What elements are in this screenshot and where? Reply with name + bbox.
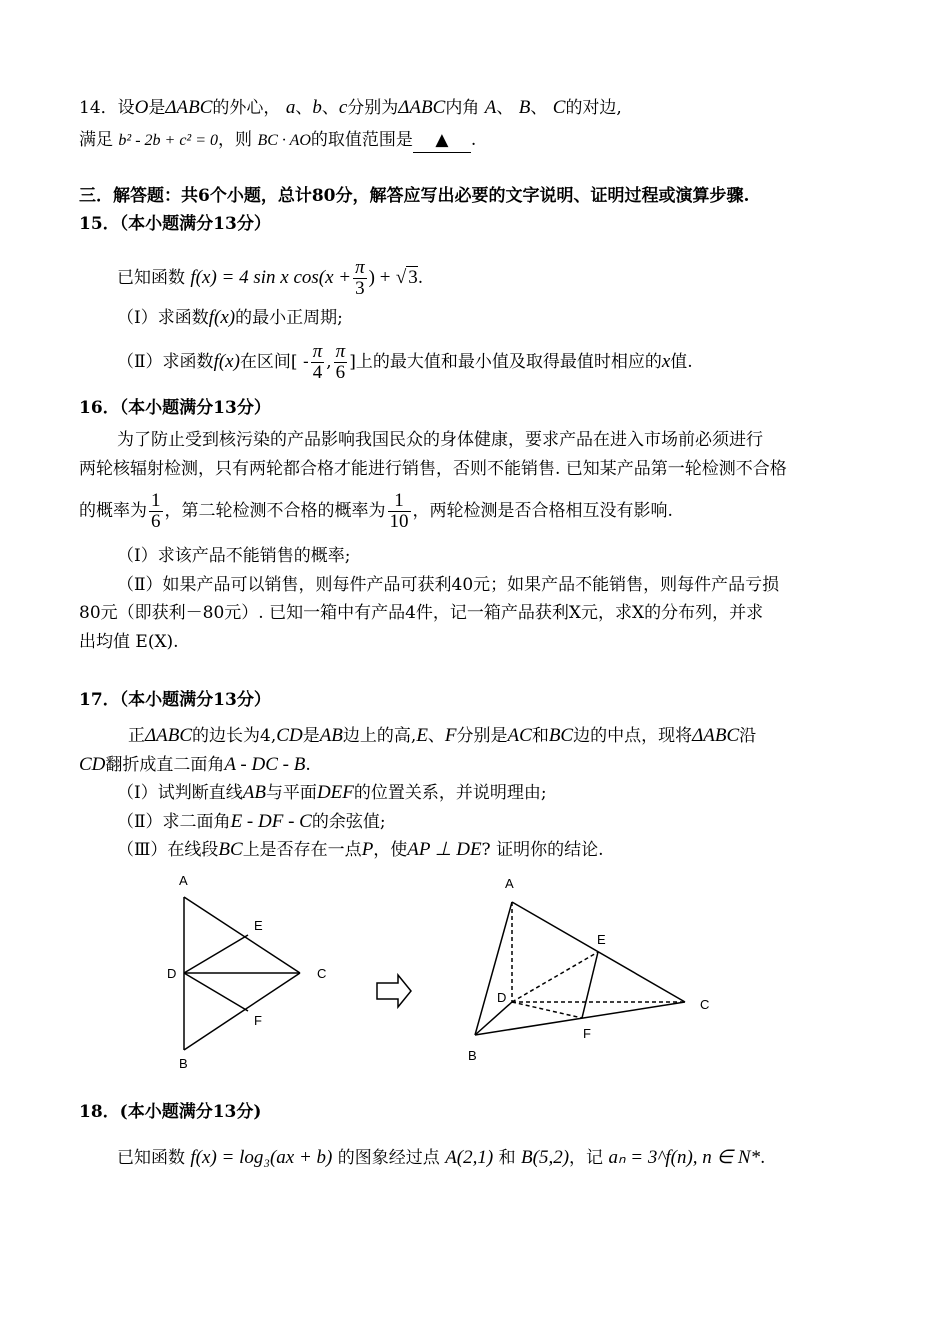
triangle-abc: ΔABC (165, 97, 213, 118)
angle-c: C (552, 97, 566, 118)
q17-text: 上是否存在一点 (242, 840, 362, 860)
q17-text: 与平面 (265, 783, 317, 803)
fig2-label-a: A (505, 876, 514, 891)
q17-text: . (305, 755, 311, 775)
answer-blank (413, 128, 471, 153)
q17-text: 边上的高, (342, 726, 417, 746)
fig2-label-d: D (497, 990, 507, 1005)
q17-part3 (117, 838, 603, 862)
point-e: E (416, 725, 428, 746)
q14-text: . (470, 130, 477, 150)
q15-part1-text: 的最小正周期; (235, 308, 343, 328)
separator: 、 (295, 98, 313, 118)
q15-header: 15．（本小题满分13分） (79, 214, 271, 234)
q14-vector-product: BC · AO (257, 132, 311, 149)
q17-text: （Ⅱ）求二面角 (117, 812, 231, 832)
q18-text: 和 (498, 1148, 516, 1168)
q15-text: 已知函数 (117, 268, 185, 288)
q17-text: ? 证明你的结论. (481, 840, 604, 860)
edge-df-hidden (512, 1002, 582, 1018)
q16-part2-end: 出均值 E(X). (79, 632, 179, 652)
edge-bc (184, 973, 300, 1050)
denominator: 4 (312, 362, 323, 383)
q17-text: 是 (302, 726, 320, 746)
q17-part1 (117, 781, 547, 805)
segment-bc: BC (548, 725, 574, 746)
q16-line1: 为了防止受到核污染的产品影响我国民众的身体健康，要求产品在进入市场前必须进行 (117, 430, 763, 450)
denominator: 10 (389, 511, 409, 532)
q14-text: 分别为 (347, 98, 399, 118)
fig1-label-c: C (317, 966, 327, 981)
q17-part2 (117, 810, 386, 834)
line-ab: AB (242, 782, 266, 803)
edge-de-hidden (512, 952, 598, 1002)
q17-text: （Ⅰ）试判断直线 (117, 783, 243, 803)
q15-part2-fx: f(x) (213, 351, 240, 372)
q16-text: ，两轮检测是否合格相互没有影响. (412, 501, 673, 521)
q17-text: 翻折成直二面角 (105, 755, 225, 775)
q15-part2-text: ]上的最大值和最小值及取得最值时相应的 (349, 352, 662, 372)
q16-line2: 两轮核辐射检测，只有两轮都合格才能进行销售，否则不能销售. 已知某产品第一轮检测不合格 (79, 459, 787, 479)
right-arrow-icon (377, 975, 411, 1007)
q16-line3 (79, 488, 673, 534)
q16-text: ，第二轮检测不合格的概率为 (164, 501, 386, 521)
q14-number: 14． (79, 98, 118, 118)
q17-text: 和 (531, 726, 549, 746)
section-3-heading: 三．解答题：共6个小题，总计80分，解答应写出必要的文字说明、证明过程或演算步骤. (79, 186, 750, 206)
numerator: 1 (151, 490, 161, 511)
separator: 、 (496, 98, 514, 118)
fraction-1-6 (149, 491, 163, 532)
q15-part2-label: （Ⅱ）求函数 (117, 352, 214, 372)
point-o: O (134, 97, 149, 118)
perpendicular-relation: AP ⊥ DE (407, 839, 482, 860)
q18-function: f(x) = log₃(ax + b) (190, 1147, 333, 1168)
q15-part2-text: 在区间[ - (239, 352, 309, 372)
figure-folded-tetrahedron (475, 902, 685, 1035)
edge-ab (475, 902, 512, 1035)
q14-text: 的外心， (212, 98, 281, 118)
fig1-label-d: D (167, 966, 177, 981)
var-c: c (338, 97, 348, 118)
segment-ac: AC (507, 725, 532, 746)
q14-text: 的取值范围是 (310, 130, 413, 150)
denominator: 6 (151, 511, 161, 532)
fig1-label-e: E (254, 918, 263, 933)
q17-header: 17．（本小题满分13分） (79, 690, 271, 710)
q17-line1 (128, 724, 756, 748)
q17-text: 正 (128, 726, 145, 746)
q15-part1-label: （Ⅰ）求函数 (117, 308, 209, 328)
triangle-abc: ΔABC (145, 725, 193, 746)
q14-text: 是 (148, 98, 166, 118)
q14-text: 的对边, (565, 98, 622, 118)
q15-part2-text: 值. (670, 352, 693, 372)
numerator: π (312, 341, 323, 362)
var-b: b (312, 97, 322, 118)
q17-text: 的位置关系，并说明理由; (353, 783, 547, 803)
separator: 、 (530, 98, 548, 118)
numerator: π (355, 257, 365, 278)
angle-b: B (518, 97, 531, 118)
fig2-label-c: C (700, 997, 710, 1012)
segment-cd: CD (79, 754, 106, 775)
q18-line1 (117, 1146, 765, 1170)
fraction-pi-6 (334, 342, 348, 383)
segment-bc: BC (218, 839, 243, 860)
q15-function: f(x) = 4 sin x cos(x + (190, 267, 352, 288)
segment-ab: AB (319, 725, 343, 746)
dihedral-angle: E - DF - C (230, 811, 312, 832)
var-a: a (285, 97, 296, 118)
q15-part1-fx: f(x) (208, 307, 236, 328)
point-a: A(2,1) (445, 1147, 494, 1168)
q17-text: 边的中点，现将 (573, 726, 693, 746)
edge-df (184, 973, 248, 1011)
q17-text: ，使 (373, 840, 408, 860)
q16-part2: （Ⅱ）如果产品可以销售，则每件产品可获利40元；如果产品不能销售，则每件产品亏损 (117, 575, 780, 595)
angle-a: A (484, 97, 497, 118)
edge-ac (184, 897, 300, 973)
q14-text: 满足 (79, 130, 113, 150)
q14-text: 内角 (445, 98, 480, 118)
q15-part2: （Ⅱ）求函数f(x)在区间[ - $\frac{\pi}{4}$ , $\frac{\pi}{6}$ ]上的最大值和最小值及取得最值时相应的x值. (117, 341, 693, 383)
fraction-pi-3 (353, 258, 367, 299)
q18-text: . (760, 1148, 766, 1168)
point-f: F (444, 725, 457, 746)
q14-text: ，则 (218, 130, 253, 150)
q18-header: 18．(本小题满分13分) (79, 1102, 262, 1122)
denominator: 6 (335, 362, 346, 383)
q15-text: . (417, 268, 424, 288)
triangle-abc: ΔABC (398, 97, 446, 118)
q15-part1 (117, 306, 343, 330)
q17-text: 的余弦值; (311, 812, 386, 832)
denominator: 3 (355, 278, 365, 299)
edge-de (184, 935, 248, 973)
fig2-label-e: E (597, 932, 606, 947)
q15-given: 已知函数 f(x) = 4 sin x cos(x + $\frac{\pi}{3}$ ) + √ 3. (117, 257, 424, 299)
q18-text: 的图象经过点 (337, 1148, 440, 1168)
q16-part1: （Ⅰ）求该产品不能销售的概率; (117, 546, 351, 566)
dihedral-angle: A - DC - B (224, 754, 306, 775)
numerator: 1 (388, 491, 411, 512)
fig1-label-a: A (179, 873, 188, 888)
triangle-abc: ΔABC (692, 725, 740, 746)
q18-text: 已知函数 (117, 1148, 185, 1168)
var-x: x (661, 351, 671, 372)
segment-cd: CD (276, 725, 303, 746)
sequence-an: aₙ = 3^f(n), n ∈ N* (608, 1147, 761, 1168)
q17-text: 沿 (739, 726, 757, 746)
point-b: B(5,2) (521, 1147, 570, 1168)
q16-header: 16．（本小题满分13分） (79, 398, 271, 418)
sqrt-3: 3 (408, 267, 418, 288)
figure-flat-triangle (184, 897, 300, 1050)
q14-line2 (79, 128, 476, 153)
q17-line2 (79, 753, 311, 777)
fraction-1-10 (388, 491, 411, 532)
q17-figures (0, 860, 950, 1080)
q14-equation: b² - 2b + c² = 0 (118, 132, 219, 149)
fig1-label-f: F (254, 1013, 262, 1028)
q17-text: 的边长为4, (192, 726, 277, 746)
fraction-pi-4 (311, 342, 325, 383)
plane-def: DEF (316, 782, 354, 803)
fig2-label-f: F (583, 1026, 591, 1041)
q16-text: 的概率为 (79, 501, 147, 521)
triangle-marker-icon: ▲ (435, 130, 449, 150)
q17-text: 分别是 (456, 726, 508, 746)
separator: 、 (427, 726, 445, 746)
q17-text: （Ⅲ）在线段 (117, 840, 219, 860)
numerator: π (335, 341, 346, 362)
q14-text: 设 (117, 98, 135, 118)
separator: 、 (321, 98, 339, 118)
fig1-label-b: B (179, 1056, 188, 1071)
q18-text: ，记 (569, 1148, 604, 1168)
q14-line1 (79, 96, 622, 120)
point-p: P (361, 839, 374, 860)
q16-part2-cont: 80元（即获利－80元）. 已知一箱中有产品4件，记一箱产品获利X元，求X的分布列，并求 (79, 603, 764, 623)
fig2-label-b: B (468, 1048, 477, 1063)
q15-function-tail: ) + (368, 267, 391, 288)
edge-ef (582, 952, 598, 1018)
